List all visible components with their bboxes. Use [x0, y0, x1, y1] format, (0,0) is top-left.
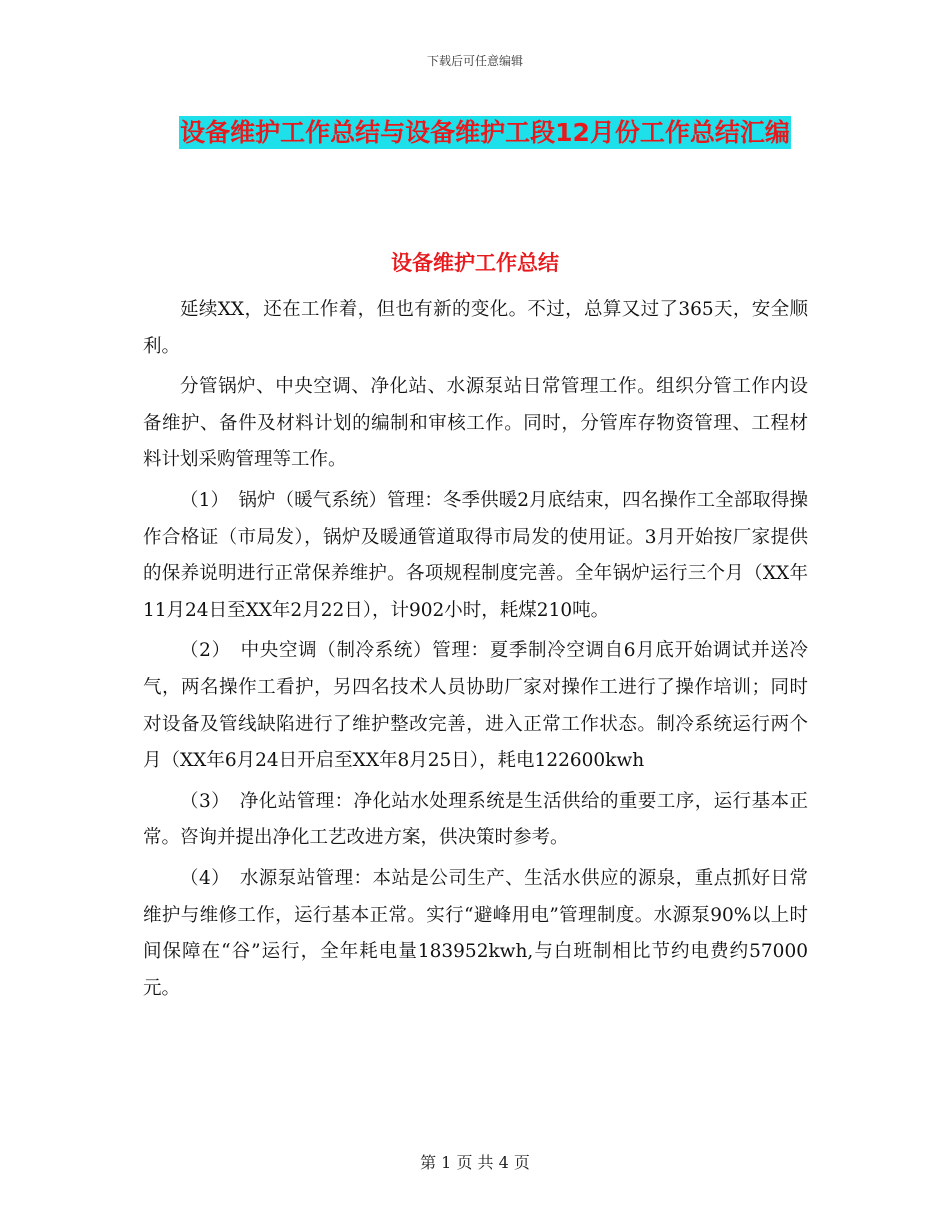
document-title: [140, 110, 830, 156]
document-body: [143, 292, 808, 1011]
paragraph: （1） 锅炉（暖气系统）管理：冬季供暖2月底结束，四名操作工全部取得操作合格证（市局发），锅炉及暖通管道取得市局发的使用证。3月开始按厂家提供的保养说明进行正常保养维护。各项规程制度完善。全年锅炉运行三个月（XX年11月24日至XX年2月22日），计902小时，耗煤210吨。: [143, 489, 808, 621]
paragraph: 分管锅炉、中央空调、净化站、水源泵站日常管理工作。组织分管工作内设备维护、备件及材料计划的编制和审核工作。同时，分管库存物资管理、工程材料计划采购管理等工作。: [143, 376, 808, 471]
paragraph: （2） 中央空调（制冷系统）管理：夏季制冷空调自6月底开始调试并送冷气，两名操作工看护，另四名技术人员协助厂家对操作工进行了操作培训；同时对设备及管线缺陷进行了维护整改完善，进入正常工作状态。制冷系统运行两个月（XX年6月24日开启至XX年8月25日），耗电122600kwh: [143, 640, 808, 772]
paragraph: （4） 水源泵站管理：本站是公司生产、生活水供应的源泉，重点抓好日常维护与维修工作，运行基本正常。实行“避峰用电”管理制度。水源泵90%以上时间保障在“谷”运行，全年耗电量183952kwh,与白班制相比节约电费约57000元。: [143, 867, 808, 999]
section-heading: 设备维护工作总结: [391, 251, 559, 275]
document-title-text: 设备维护工作总结与设备维护工段12月份工作总结汇编: [180, 118, 790, 147]
paragraph: （3） 净化站管理：净化站水处理系统是生活供给的重要工序，运行基本正常。咨询并提出净化工艺改进方案，供决策时参考。: [143, 790, 808, 849]
page-header: 下载后可任意编辑: [426, 54, 523, 68]
paragraph: 延续XX，还在工作着，但也有新的变化。不过，总算又过了365天，安全顺利。: [143, 299, 808, 357]
page-footer: 第 1 页 共 4 页: [420, 1153, 530, 1172]
